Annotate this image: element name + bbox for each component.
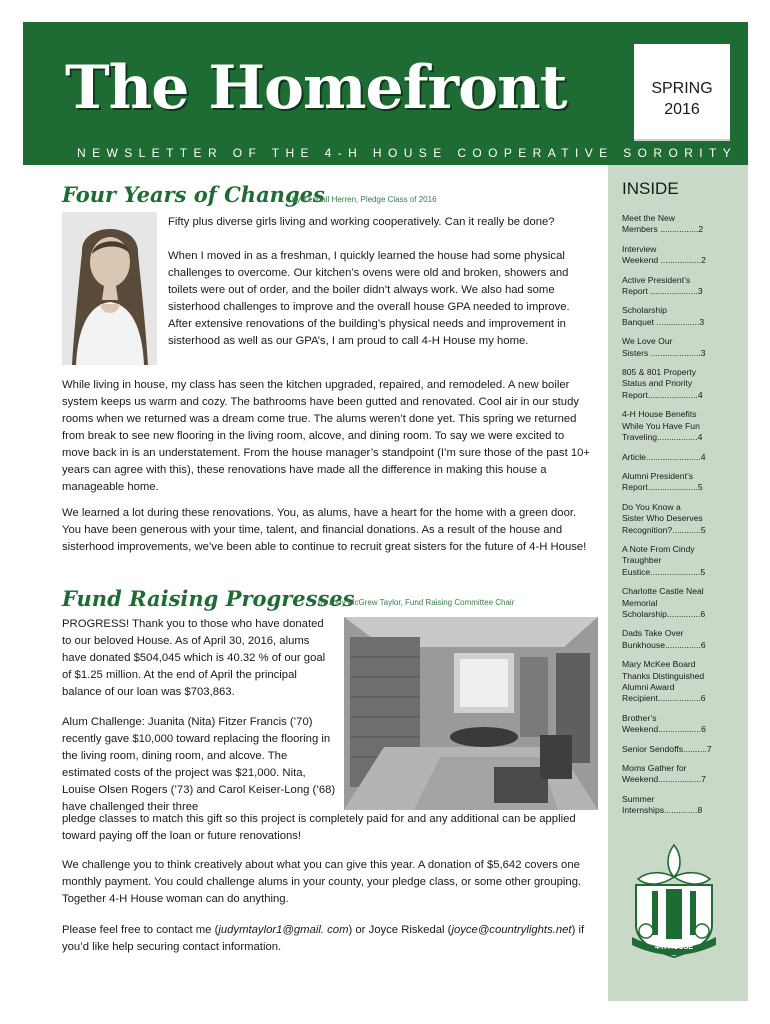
toc-item: Interview Weekend .................2: [622, 243, 706, 266]
toc-item: Charlotte Castle Neal Memorial Scholarship..............6: [622, 586, 706, 619]
toc-item: 4-H House Benefits While You Have Fun Traveling.................4: [622, 409, 703, 443]
emblem-label: 4-H HOUSE: [654, 944, 694, 951]
toc-item: Active President’s Report ....................3: [622, 274, 703, 297]
toc-item: 805 & 801 Property Status and Priority Report.....................4: [622, 367, 703, 400]
contact-text-1: Please feel free to contact me (: [62, 924, 219, 936]
article-heading-four-years: Four Years of Changes: [62, 182, 325, 207]
toc-item: Do You Know a Sister Who Deserves Recognition?............5: [622, 501, 706, 535]
inside-title: INSIDE: [622, 179, 679, 198]
issue-year: 2016: [664, 101, 700, 118]
article2-paragraph-2b: pledge classes to match this gift so this project is completely paid for and any additional can be applied toward paying off the loan or future renovations!: [62, 813, 576, 842]
four-h-house-emblem-icon: [622, 841, 726, 961]
toc-item: We Love Our Sisters .....................3: [622, 336, 706, 358]
email-link-joyce[interactable]: joyce@countrylights.net: [451, 924, 572, 936]
masthead: [23, 22, 748, 165]
table-of-contents: [622, 213, 738, 817]
article1-paragraph-2: When I moved in as a freshman, I quickly learned the house had some physical challenges to overcome. Our kitchen’s ovens were old and broken, showers and toilets were out of order, and the boiler didn’t always work. We also had some sisterhood challenges to improve and the overall house GPA needed to improve. After extensive renovations of the building’s physical needs and improvement in sisterhood as well as our GPA’s, I am proud to call 4-H House my home.: [168, 250, 570, 347]
toc-item: Senior Sendoffs..........7: [622, 743, 712, 754]
issue-date-box: [634, 44, 730, 141]
toc-item: Moms Gather for Weekend..................7: [622, 763, 706, 785]
toc-item: Dads Take Over Bunkhouse...............6: [622, 628, 706, 650]
article2-paragraph-2a: Alum Challenge: Juanita (Nita) Fitzer Francis (’70) recently gave $10,000 toward replacing the flooring in the living room, dining room, and alcove. The estimated costs of the project was $21,000. Nita, Louise Olsen Rogers (’73) and Carol Keiser-Long (’68) have challenged their three: [62, 716, 336, 813]
toc-item: Brother’s Weekend..................6: [622, 712, 706, 735]
toc-item: Scholarship Banquet ..................3: [622, 305, 705, 327]
article1-paragraph-1: Fifty plus diverse girls living and working cooperatively. Can it really be done?: [168, 216, 555, 228]
author-portrait-photo: [62, 212, 157, 365]
contact-text-2: ) or Joyce Riskedal (: [348, 924, 452, 936]
toc-item: Alumni President’s Report.....................5: [622, 470, 703, 493]
article-heading-fund-raising: Fund Raising Progresses: [62, 586, 355, 611]
article2-paragraph-1: PROGRESS! Thank you to those who have donated to our beloved House. As of April 30, 2016, alums have donated $504,045 which is 40.32 % of our goal of $1.25 million. At the end of April the principal balance of our loan was $703,863.: [62, 618, 326, 698]
issue-season: SPRING: [651, 80, 713, 97]
article2-paragraph-4: [62, 922, 607, 956]
email-link-judy[interactable]: judymtaylor1@gmail. com: [218, 924, 349, 936]
newsletter-title: The Homefront: [65, 53, 567, 123]
article-byline-fund-raising: by Judy McGrew Taylor, Fund Raising Committee Chair: [318, 598, 515, 607]
article2-paragraph-3: We challenge you to think creatively about what you can give this year. A donation of $5,642 covers one monthly payment. You could challenge alums in your county, your pledge class, or some other grouping. Together 4-H House woman can do anything.: [62, 859, 582, 905]
inside-sidebar: [608, 165, 748, 1001]
toc-item: Mary McKee Board Thanks Distinguished Alumni Award Recipient..................6: [622, 659, 706, 704]
newsletter-tagline: NEWSLETTER OF THE 4-H HOUSE COOPERATIVE SORORITY: [77, 146, 738, 160]
article-byline-four-years: by Kendall Herren, Pledge Class of 2016: [292, 195, 437, 204]
contact-text-3: ) if you’d like help securing contact information.: [62, 924, 585, 953]
article1-paragraph-3: While living in house, my class has seen the kitchen upgraded, repaired, and remodeled. A new boiler system keeps us warm and cozy. The bathrooms have been gutted and renovated. Cool air in our study rooms when we returned was a dream come true. The alums weren’t done yet. This spring we returned from break to see new flooring in the living room, alcove, and dining room. To say we were excited to move back in is an understatement. From the house manager’s standpoint (I’m sure those of the past 10+ years can agree with this), these renovations have made all the difference in making this house a manageable home.: [62, 379, 591, 493]
article1-paragraph-4: We learned a lot during these renovations. You, as alums, have a heart for the home with a green door. You have been generous with your time, talent, and financial donations. As a result of the house and sisterhood improvements, we’ve been able to continue to recruit great sisters for the future of 4-H House!: [62, 507, 587, 553]
living-room-photo: [344, 617, 598, 810]
toc-item: Meet the New Members ................2: [622, 213, 704, 235]
toc-item: A Note From Cindy Traughber Eustice.....................5: [622, 543, 706, 577]
toc-item: Summer Internships..............8: [622, 793, 703, 816]
toc-item: Article.......................4: [622, 451, 706, 462]
